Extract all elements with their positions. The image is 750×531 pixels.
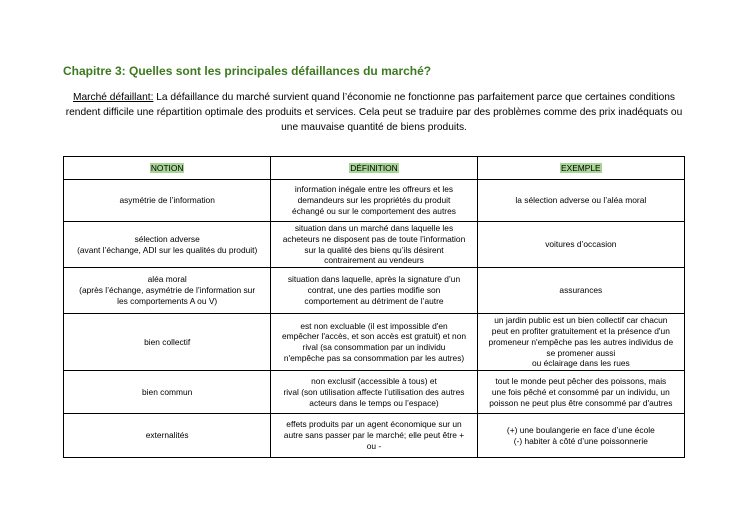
header-example-label: EXEMPLE [561,162,601,173]
definition-line: non exclusif (accessible à tous) et [311,375,437,386]
example-cell [477,222,684,268]
definition-line: autre sans passer par le marché; elle peut être + [283,430,465,441]
example-cell [477,414,684,458]
definition-line: effets produits par un agent économique sur un [286,419,462,430]
example-line: (+) une boulangerie en face d’une école [506,424,655,435]
definition-line: échangé ou sur le comportement des autres [292,205,456,216]
notion-line: bien collectif [144,336,191,347]
definition-line: empêcher l'accès, et son accès est gratuit) et non [281,331,467,342]
notion-line: externalités [145,430,189,441]
header-notion [64,157,271,180]
notion-cell [64,222,271,268]
definition-line: contrat, une des parties modifie son [307,285,441,296]
definition-line: rival (sa consommation par un individu [302,342,446,353]
notion-cell [64,414,271,458]
notion-line: sélection adverse [134,233,200,244]
table-row [64,414,685,458]
notion-line: bien commun [142,386,193,397]
header-definition-label: DÉFINITION [350,162,398,173]
intro-term: Marché défaillant: [72,92,154,103]
definition-cell [271,268,477,314]
example-line: se promener aussi [546,347,616,358]
definition-line: situation dans un marché dans laquelle les [294,223,454,233]
intro-text: La défaillance du marché survient quand l’économie ne fonctionne pas parfaitement parce que certaines conditions rendent difficile une répartition optimale des produits et services. Cela peut se traduire par des problèmes comme des prix inadéquats ou une mauvaise quantité de biens produits. [65,92,683,133]
example-line: poisson ne peut plus être consommé par d'autres [489,397,673,408]
header-notion-label: NOTION [150,162,184,173]
definition-line: n'empêche pas sa consommation par les autres) [283,352,465,363]
definition-line: comportement au détriment de l’autre [304,296,444,307]
header-example [477,157,684,180]
example-line: une fois pêché et consommé par un individu, un [491,386,670,397]
example-cell [477,371,684,414]
table-row [64,268,685,314]
table-header-row [64,157,685,180]
notion-cell [64,268,271,314]
example-line: ou éclairage dans les rues [531,358,630,369]
definition-cell [271,371,477,414]
definition-line: ou - [366,441,382,452]
definition-line: sur la qualité des biens qu’ils désirent [304,244,444,255]
table-row [64,371,685,414]
notion-line: aléa moral [147,274,187,285]
definition-cell [271,314,477,371]
example-cell [477,180,684,222]
notion-cell [64,314,271,371]
definition-line: situation dans laquelle, après la signature d’un [287,274,461,285]
table-row [64,180,685,222]
definition-line: contrairement au vendeurs [324,255,424,266]
definition-line: acteurs dans le temps ou l’espace) [309,397,439,408]
example-cell [477,268,684,314]
example-line: voitures d’occasion [545,239,617,250]
definition-line: est non excluable (il est impossible d'en [300,320,448,331]
notion-cell [64,371,271,414]
example-line: la sélection adverse ou l’aléa moral [515,195,647,206]
example-line: tout le monde peut pêcher des poissons, mais [495,375,667,386]
notion-line: (après l’échange, asymétrie de l’information sur [79,285,256,296]
table-row [64,222,685,268]
notion-line: les comportements A ou V) [117,296,218,307]
example-line: (-) habiter à côté d’une poissonnerie [513,435,648,446]
notion-line: (avant l’échange, ADI sur les qualités du produit) [77,244,258,255]
definition-cell [271,222,477,268]
table-row [64,314,685,371]
definition-line: demandeurs sur les propriétés du produit [297,195,451,206]
definition-line: rival (son utilisation affecte l’utilisation des autres [283,386,465,397]
notion-cell [64,180,271,222]
definition-line: information inégale entre les offreurs et les [294,184,454,195]
definition-cell [271,180,477,222]
example-line: promeneur n'empêche pas les autres individus de [488,336,674,347]
example-line: un jardin public est un bien collectif car chacun [494,315,668,326]
example-line: peut en profiter gratuitement et la présence d'un [491,325,670,336]
definition-line: acheteurs ne disposent pas de toute l’information [282,233,466,244]
header-definition [271,157,477,180]
notion-line: asymétrie de l’information [119,195,215,206]
definition-cell [271,414,477,458]
notions-table [63,156,685,458]
example-line: assurances [559,285,603,296]
intro-paragraph [63,90,685,135]
example-cell [477,314,684,371]
chapter-title: Chapitre 3: Quelles sont les principales défaillances du marché? [63,64,432,78]
